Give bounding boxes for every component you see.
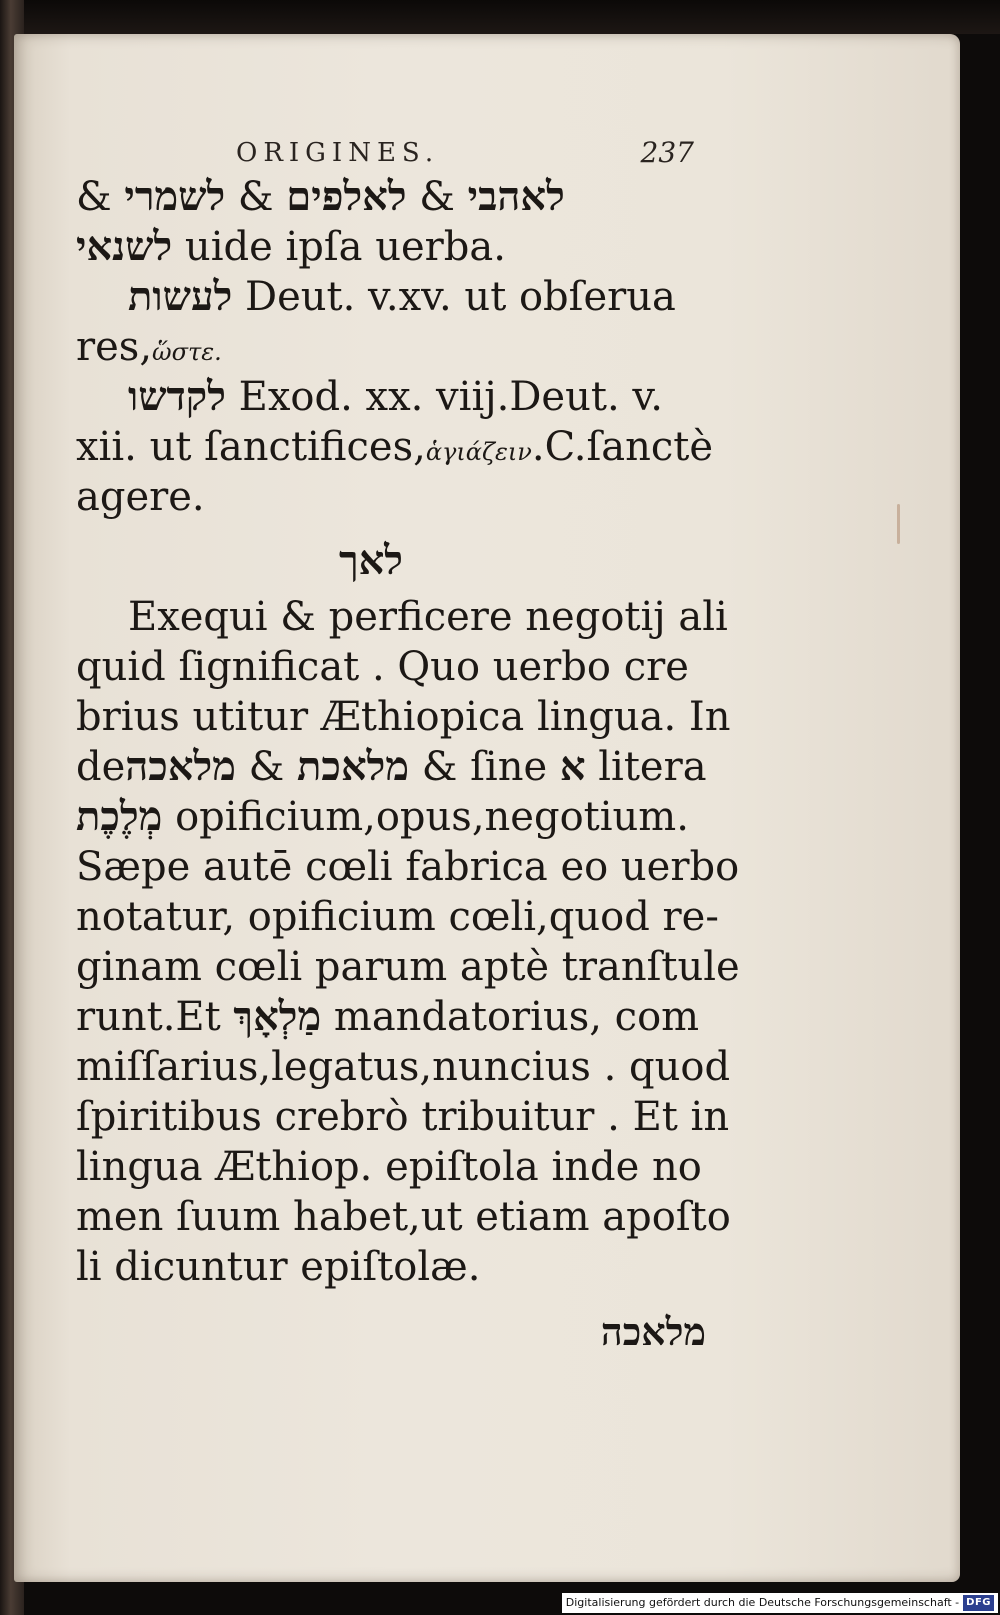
latin-text: uide ipſa uerba. — [172, 224, 506, 270]
greek-word: ἁγιάζειν — [425, 438, 532, 466]
text-line — [76, 322, 706, 372]
text-line — [76, 842, 740, 892]
latin-text: ſpiritibus crebrò tribuitur . Et in — [76, 1094, 730, 1140]
body-paragraph — [76, 592, 740, 1292]
text-line — [76, 422, 714, 472]
latin-text: men ſuum habet,ut etiam apoſto — [76, 1194, 731, 1240]
latin-text: runt.Et — [76, 994, 234, 1040]
latin-text: & — [406, 174, 468, 220]
latin-text: litera — [585, 744, 707, 790]
latin-text: ginam cœli parum aptè tranſtule — [76, 944, 740, 990]
latin-text: miſſarius,legatus,nuncius . quod — [76, 1044, 731, 1090]
latin-text: lingua Æthiop. epiſtola inde no — [76, 1144, 702, 1190]
text-line — [76, 692, 731, 742]
latin-text: res, — [76, 324, 153, 370]
text-line — [76, 472, 706, 522]
catchword: מלאכה — [600, 1309, 706, 1354]
latin-text: & — [225, 174, 287, 220]
digitization-footer — [562, 1593, 998, 1613]
text-block — [76, 132, 740, 1354]
latin-text: Exod. xx. viij.Deut. v. — [225, 374, 663, 420]
text-line — [76, 642, 706, 692]
hebrew-word: א — [559, 743, 586, 790]
text-line — [76, 1142, 706, 1192]
latin-text: Deut. v.xv. ut obſerua — [232, 274, 676, 320]
hebrew-word: לאהבי — [467, 173, 565, 220]
hebrew-word: מלאכה — [125, 743, 236, 790]
page-number: 237 — [640, 136, 694, 169]
text-line — [76, 172, 706, 222]
text-line — [76, 942, 740, 992]
latin-text: li dicuntur epiſtolæ. — [76, 1244, 481, 1290]
running-title: ORIGINES. — [236, 138, 440, 168]
latin-text: Exequi & perficere negotij ali — [128, 594, 728, 640]
text-line — [76, 592, 728, 642]
latin-text: quid ſignificat . Quo uerbo cre — [76, 644, 689, 690]
upper-text — [76, 172, 714, 522]
latin-text: & ſine — [409, 744, 560, 790]
text-line — [76, 372, 706, 422]
latin-text: agere. — [76, 474, 205, 520]
text-line — [76, 1092, 730, 1142]
latin-text: Sæpe autē cœli fabrica eo uerbo — [76, 844, 740, 890]
footer-text: Digitalisierung gefördert durch die Deutsche Forschungsgemeinschaft - — [565, 1596, 960, 1609]
latin-text: mandatorius, com — [321, 994, 700, 1040]
hebrew-word: מְלֶכֶת — [76, 793, 163, 840]
text-line — [76, 1242, 706, 1292]
hebrew-word: לשמרי — [124, 173, 226, 220]
latin-text: & — [76, 174, 125, 220]
hebrew-word: לעשות — [128, 273, 233, 320]
text-line — [76, 222, 706, 272]
hebrew-word: לשנאי — [76, 223, 173, 270]
paper-stain — [897, 504, 900, 544]
latin-text: opificium,opus,negotium. — [162, 794, 689, 840]
hebrew-word: מלאכת — [297, 743, 410, 790]
latin-text: notatur, opificium cœli,quod re- — [76, 894, 719, 940]
headword: לאך — [338, 537, 404, 584]
running-head — [76, 132, 706, 172]
latin-text: de — [76, 744, 126, 790]
hebrew-word: לקדשו — [128, 373, 226, 420]
text-line — [76, 742, 706, 792]
scan-top-edge — [0, 0, 1000, 34]
text-line — [76, 1192, 731, 1242]
latin-text: xii. ut ſanctifices, — [76, 424, 426, 470]
text-line — [76, 892, 719, 942]
text-line — [76, 992, 706, 1042]
latin-text: .C.ſanctè — [531, 424, 714, 470]
book-page — [14, 34, 960, 1582]
dfg-logo: DFG — [963, 1595, 994, 1611]
text-line — [76, 792, 706, 842]
text-line — [76, 1042, 731, 1092]
hebrew-word: מַלְאָךְ — [233, 993, 322, 1040]
greek-word: ὥστε. — [152, 338, 222, 366]
latin-text: & — [235, 744, 297, 790]
latin-text: brius utitur Æthiopica lingua. In — [76, 694, 731, 740]
text-line — [76, 272, 706, 322]
hebrew-word: לאלפים — [286, 173, 407, 220]
